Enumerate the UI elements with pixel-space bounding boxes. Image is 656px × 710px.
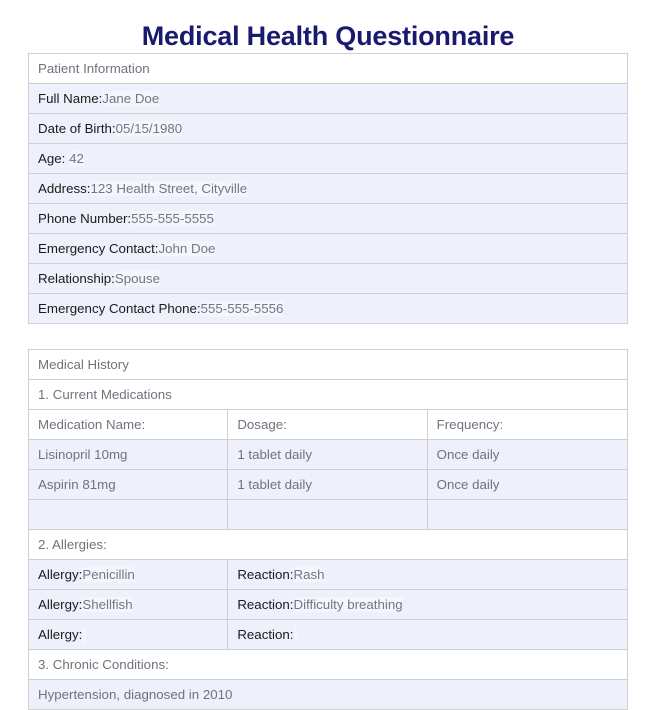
table-row — [29, 620, 628, 650]
field-label: Full Name: — [38, 90, 103, 106]
field-label: Reaction: — [237, 566, 294, 582]
table-row — [29, 560, 628, 590]
field-value[interactable]: 555-555-5555 — [131, 210, 214, 226]
table-row — [29, 264, 628, 294]
field-label: Phone Number: — [38, 210, 132, 226]
chronic-conditions-heading: 3. Chronic Conditions: — [29, 650, 628, 680]
field-label: Date of Birth: — [38, 120, 116, 136]
section-spacer — [28, 324, 628, 349]
table-row — [29, 144, 628, 174]
allergies-heading: 2. Allergies: — [29, 530, 628, 560]
field-label: Age: — [38, 150, 70, 166]
field-label: Relationship: — [38, 270, 115, 286]
medications-column-header-row — [29, 410, 628, 440]
reaction-cell[interactable] — [228, 560, 628, 590]
field-emergency-contact[interactable] — [29, 234, 628, 264]
patient-information-section — [28, 53, 628, 324]
field-label: Allergy: — [38, 626, 83, 642]
allergy-cell[interactable] — [29, 560, 228, 590]
table-row — [29, 590, 628, 620]
field-label: Allergy: — [38, 596, 83, 612]
medication-frequency-cell[interactable] — [427, 500, 627, 530]
field-value[interactable]: Shellfish — [82, 596, 133, 612]
field-label: Emergency Contact Phone: — [38, 300, 201, 316]
medical-history-title: Medical History — [29, 350, 628, 380]
medication-frequency-cell[interactable]: Once daily — [427, 470, 627, 500]
field-label: Emergency Contact: — [38, 240, 159, 256]
column-header-medication-name: Medication Name: — [29, 410, 228, 440]
medication-dosage-cell[interactable]: 1 tablet daily — [228, 440, 427, 470]
field-value[interactable]: 42 — [69, 150, 84, 166]
field-value[interactable]: Jane Doe — [102, 90, 160, 106]
table-row — [29, 174, 628, 204]
field-value[interactable]: John Doe — [158, 240, 216, 256]
field-relationship[interactable] — [29, 264, 628, 294]
table-row — [29, 204, 628, 234]
field-label: Reaction: — [237, 626, 294, 642]
field-value[interactable]: Penicillin — [82, 566, 135, 582]
field-label: Allergy: — [38, 566, 83, 582]
table-row — [29, 294, 628, 324]
chronic-conditions-heading-row — [29, 650, 628, 680]
medical-history-table — [28, 349, 628, 710]
medication-frequency-cell[interactable]: Once daily — [427, 440, 627, 470]
medication-name-cell[interactable]: Lisinopril 10mg — [29, 440, 228, 470]
field-date-of-birth[interactable] — [29, 114, 628, 144]
table-row — [29, 84, 628, 114]
table-row — [29, 234, 628, 264]
field-value[interactable]: Rash — [293, 566, 325, 582]
field-value[interactable]: 05/15/1980 — [115, 120, 183, 136]
medication-name-cell[interactable] — [29, 500, 228, 530]
patient-information-title: Patient Information — [29, 54, 628, 84]
table-row — [29, 500, 628, 530]
table-row — [29, 680, 628, 710]
page-title: Medical Health Questionnaire — [141, 21, 515, 51]
patient-information-table — [28, 53, 628, 324]
medication-dosage-cell[interactable]: 1 tablet daily — [228, 470, 427, 500]
chronic-condition-cell[interactable]: Hypertension, diagnosed in 2010 — [29, 680, 628, 710]
reaction-cell[interactable] — [228, 590, 628, 620]
reaction-cell[interactable] — [228, 620, 628, 650]
field-value[interactable]: 555-555-5556 — [200, 300, 284, 316]
current-medications-heading: 1. Current Medications — [29, 380, 628, 410]
field-phone-number[interactable] — [29, 204, 628, 234]
field-value[interactable]: Spouse — [114, 270, 160, 286]
field-address[interactable] — [29, 174, 628, 204]
column-header-dosage: Dosage: — [228, 410, 427, 440]
current-medications-heading-row — [29, 380, 628, 410]
field-age[interactable] — [29, 144, 628, 174]
field-value[interactable] — [82, 627, 86, 642]
medical-history-header-row — [29, 350, 628, 380]
table-row — [29, 114, 628, 144]
allergy-cell[interactable] — [29, 590, 228, 620]
field-value[interactable] — [294, 627, 298, 642]
medical-history-section — [28, 349, 628, 710]
table-row — [29, 470, 628, 500]
field-value[interactable]: 123 Health Street, Cityville — [90, 180, 248, 196]
patient-information-header-row — [29, 54, 628, 84]
allergy-cell[interactable] — [29, 620, 228, 650]
medication-dosage-cell[interactable] — [228, 500, 427, 530]
field-full-name[interactable] — [29, 84, 628, 114]
table-row — [29, 440, 628, 470]
medication-name-cell[interactable]: Aspirin 81mg — [29, 470, 228, 500]
field-value[interactable]: Difficulty breathing — [293, 596, 403, 612]
column-header-frequency: Frequency: — [427, 410, 627, 440]
field-label: Reaction: — [237, 596, 294, 612]
field-emergency-contact-phone[interactable] — [29, 294, 628, 324]
allergies-heading-row — [29, 530, 628, 560]
field-label: Address: — [38, 180, 91, 196]
